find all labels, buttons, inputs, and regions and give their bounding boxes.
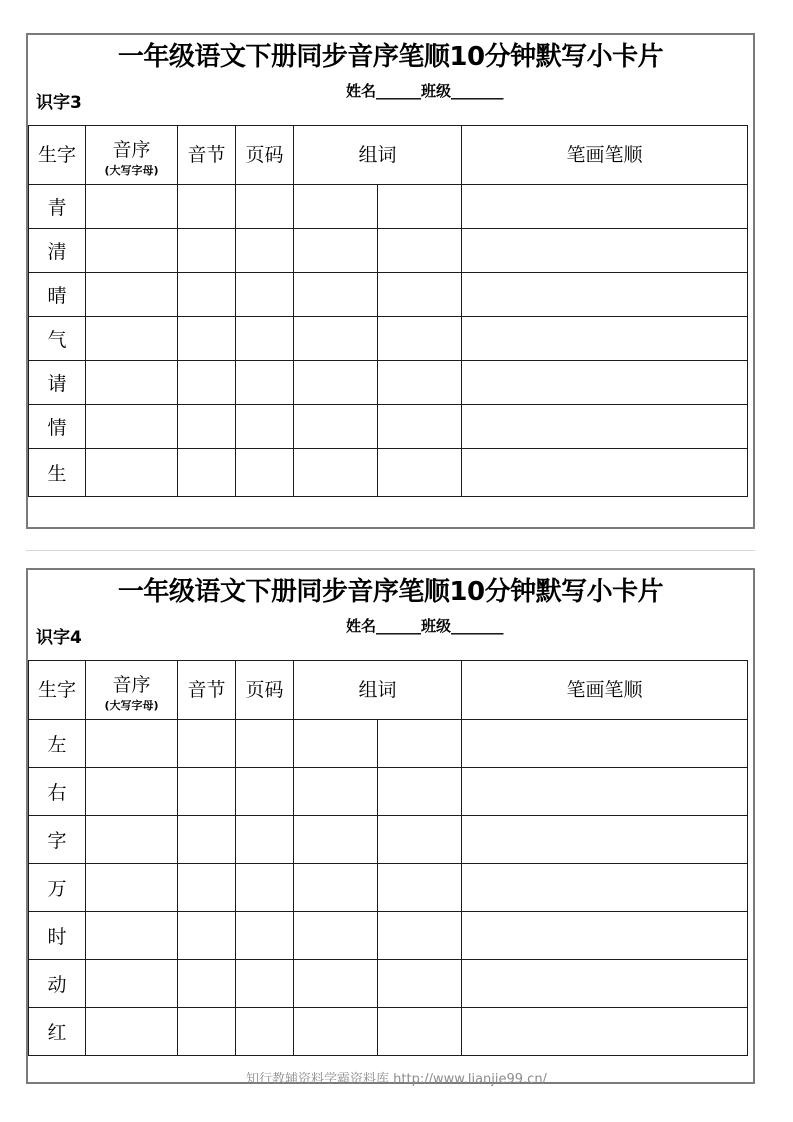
table-row [29, 1008, 748, 1056]
cell-ye-ma[interactable] [236, 816, 294, 864]
cell-ye-ma[interactable] [236, 185, 294, 229]
cell-character: 右 [29, 768, 86, 816]
cell-zu-ci-a[interactable] [294, 768, 378, 816]
cell-bi-hua-bi-shun[interactable] [462, 449, 748, 497]
cell-zu-ci-b[interactable] [378, 449, 462, 497]
cell-ye-ma[interactable] [236, 449, 294, 497]
header-yin-xu [86, 126, 178, 185]
cell-character: 青 [29, 185, 86, 229]
cell-yin-jie[interactable] [178, 816, 236, 864]
cell-ye-ma[interactable] [236, 864, 294, 912]
cell-zu-ci-b[interactable] [378, 185, 462, 229]
header-yin-jie [178, 126, 236, 185]
header-bi-hua-bi-shun [462, 661, 748, 720]
cell-yin-xu[interactable] [86, 185, 178, 229]
lesson-label: 识字4 [36, 628, 82, 648]
cell-zu-ci-a[interactable] [294, 361, 378, 405]
cell-zu-ci-a[interactable] [294, 273, 378, 317]
cell-yin-xu[interactable] [86, 864, 178, 912]
cell-bi-hua-bi-shun[interactable] [462, 229, 748, 273]
cell-yin-xu[interactable] [86, 720, 178, 768]
table-row [29, 912, 748, 960]
cell-character: 时 [29, 912, 86, 960]
cell-yin-jie[interactable] [178, 273, 236, 317]
cell-ye-ma[interactable] [236, 912, 294, 960]
cell-character: 生 [29, 449, 86, 497]
cell-bi-hua-bi-shun[interactable] [462, 361, 748, 405]
cell-yin-xu[interactable] [86, 405, 178, 449]
cell-zu-ci-b[interactable] [378, 864, 462, 912]
cell-character: 情 [29, 405, 86, 449]
card-1-inner [28, 35, 753, 527]
cell-yin-xu[interactable] [86, 273, 178, 317]
table-row [29, 960, 748, 1008]
cell-yin-jie[interactable] [178, 185, 236, 229]
table-body-1 [29, 185, 748, 497]
cell-yin-xu[interactable] [86, 449, 178, 497]
table-row [29, 405, 748, 449]
header-ye-ma-label: 页码 [245, 143, 284, 166]
header-yin-jie-label: 音节 [187, 678, 226, 701]
cell-zu-ci-a[interactable] [294, 720, 378, 768]
cell-yin-jie[interactable] [178, 317, 236, 361]
cell-yin-jie[interactable] [178, 405, 236, 449]
cell-yin-xu[interactable] [86, 229, 178, 273]
table-row [29, 361, 748, 405]
table-row [29, 864, 748, 912]
card-2-inner [28, 570, 753, 1082]
cell-yin-xu[interactable] [86, 317, 178, 361]
header-zu-ci [294, 126, 462, 185]
cell-character: 晴 [29, 273, 86, 317]
cell-ye-ma[interactable] [236, 960, 294, 1008]
cell-bi-hua-bi-shun[interactable] [462, 273, 748, 317]
cell-bi-hua-bi-shun[interactable] [462, 185, 748, 229]
cell-bi-hua-bi-shun[interactable] [462, 768, 748, 816]
header-zu-ci-label: 组词 [358, 143, 397, 166]
table-row [29, 229, 748, 273]
card-divider [26, 550, 755, 551]
header-yin-jie-label: 音节 [187, 143, 226, 166]
cell-zu-ci-b[interactable] [378, 1008, 462, 1056]
cell-character: 字 [29, 816, 86, 864]
cell-ye-ma[interactable] [236, 768, 294, 816]
cell-yin-jie[interactable] [178, 768, 236, 816]
cell-bi-hua-bi-shun[interactable] [462, 405, 748, 449]
header-zu-ci-label: 组词 [358, 678, 397, 701]
header-yin-xu-sublabel: (大写字母) [104, 164, 159, 178]
cell-yin-xu[interactable] [86, 816, 178, 864]
cell-zu-ci-a[interactable] [294, 185, 378, 229]
cell-character: 万 [29, 864, 86, 912]
cell-yin-xu[interactable] [86, 1008, 178, 1056]
dictation-table-2 [28, 660, 748, 1056]
header-yin-xu [86, 661, 178, 720]
table-row [29, 816, 748, 864]
header-yin-jie [178, 661, 236, 720]
worksheet-card-2 [26, 568, 755, 1084]
cell-zu-ci-a[interactable] [294, 960, 378, 1008]
page-title: 一年级语文下册同步音序笔顺10分钟默写小卡片 [117, 577, 664, 607]
cell-yin-jie[interactable] [178, 449, 236, 497]
name-class-blank-line: 姓名______班级_______ [346, 82, 504, 100]
cell-bi-hua-bi-shun[interactable] [462, 720, 748, 768]
cell-yin-jie[interactable] [178, 720, 236, 768]
cell-zu-ci-a[interactable] [294, 912, 378, 960]
header-ye-ma [236, 661, 294, 720]
cell-ye-ma[interactable] [236, 273, 294, 317]
cell-zu-ci-a[interactable] [294, 449, 378, 497]
cell-bi-hua-bi-shun[interactable] [462, 816, 748, 864]
cell-bi-hua-bi-shun[interactable] [462, 317, 748, 361]
lesson-label: 识字3 [36, 93, 82, 113]
cell-yin-jie[interactable] [178, 912, 236, 960]
cell-zu-ci-b[interactable] [378, 960, 462, 1008]
cell-character: 左 [29, 720, 86, 768]
cell-ye-ma[interactable] [236, 720, 294, 768]
header-yin-xu-label: 音序 [112, 138, 151, 161]
cell-zu-ci-b[interactable] [378, 720, 462, 768]
table-row [29, 768, 748, 816]
cell-zu-ci-b[interactable] [378, 768, 462, 816]
cell-yin-xu[interactable] [86, 361, 178, 405]
cell-yin-jie[interactable] [178, 864, 236, 912]
worksheet-card-1 [26, 33, 755, 529]
cell-zu-ci-a[interactable] [294, 864, 378, 912]
header-ye-ma-label: 页码 [245, 678, 284, 701]
cell-zu-ci-b[interactable] [378, 229, 462, 273]
cell-zu-ci-a[interactable] [294, 405, 378, 449]
header-bi-hua-bi-shun-label: 笔画笔顺 [566, 143, 643, 166]
cell-yin-jie[interactable] [178, 1008, 236, 1056]
cell-zu-ci-a[interactable] [294, 317, 378, 361]
header-zu-ci [294, 661, 462, 720]
page-title: 一年级语文下册同步音序笔顺10分钟默写小卡片 [117, 42, 664, 72]
table-row [29, 185, 748, 229]
cell-ye-ma[interactable] [236, 229, 294, 273]
cell-yin-jie[interactable] [178, 960, 236, 1008]
cell-ye-ma[interactable] [236, 317, 294, 361]
cell-zu-ci-a[interactable] [294, 1008, 378, 1056]
table-header-row [29, 661, 748, 720]
header-sheng-zi [29, 126, 86, 185]
table-row [29, 449, 748, 497]
cell-zu-ci-b[interactable] [378, 361, 462, 405]
table-body-2 [29, 720, 748, 1056]
cell-zu-ci-a[interactable] [294, 816, 378, 864]
header-sheng-zi-label: 生字 [37, 678, 76, 701]
cell-yin-xu[interactable] [86, 768, 178, 816]
header-yin-xu-label: 音序 [112, 673, 151, 696]
cell-zu-ci-b[interactable] [378, 273, 462, 317]
cell-bi-hua-bi-shun[interactable] [462, 960, 748, 1008]
cell-zu-ci-b[interactable] [378, 405, 462, 449]
cell-bi-hua-bi-shun[interactable] [462, 912, 748, 960]
cell-yin-jie[interactable] [178, 361, 236, 405]
header-yin-xu-sublabel: (大写字母) [104, 699, 159, 713]
dictation-table-1 [28, 125, 748, 497]
footer-watermark: 知行教辅资料学霸资料库 http://www.lianjie99.cn/ [246, 1072, 547, 1087]
cell-character: 气 [29, 317, 86, 361]
cell-character: 清 [29, 229, 86, 273]
cell-ye-ma[interactable] [236, 361, 294, 405]
table-header-row [29, 126, 748, 185]
header-sheng-zi-label: 生字 [37, 143, 76, 166]
cell-yin-xu[interactable] [86, 912, 178, 960]
table-row [29, 720, 748, 768]
cell-ye-ma[interactable] [236, 1008, 294, 1056]
cell-zu-ci-b[interactable] [378, 317, 462, 361]
table-row [29, 273, 748, 317]
cell-character: 动 [29, 960, 86, 1008]
cell-bi-hua-bi-shun[interactable] [462, 864, 748, 912]
header-sheng-zi [29, 661, 86, 720]
cell-zu-ci-b[interactable] [378, 912, 462, 960]
cell-zu-ci-b[interactable] [378, 816, 462, 864]
cell-ye-ma[interactable] [236, 405, 294, 449]
cell-character: 红 [29, 1008, 86, 1056]
cell-yin-jie[interactable] [178, 229, 236, 273]
header-bi-hua-bi-shun-label: 笔画笔顺 [566, 678, 643, 701]
name-class-blank-line: 姓名______班级_______ [346, 617, 504, 635]
cell-yin-xu[interactable] [86, 960, 178, 1008]
cell-character: 请 [29, 361, 86, 405]
header-ye-ma [236, 126, 294, 185]
table-row [29, 317, 748, 361]
header-bi-hua-bi-shun [462, 126, 748, 185]
cell-zu-ci-a[interactable] [294, 229, 378, 273]
cell-bi-hua-bi-shun[interactable] [462, 1008, 748, 1056]
